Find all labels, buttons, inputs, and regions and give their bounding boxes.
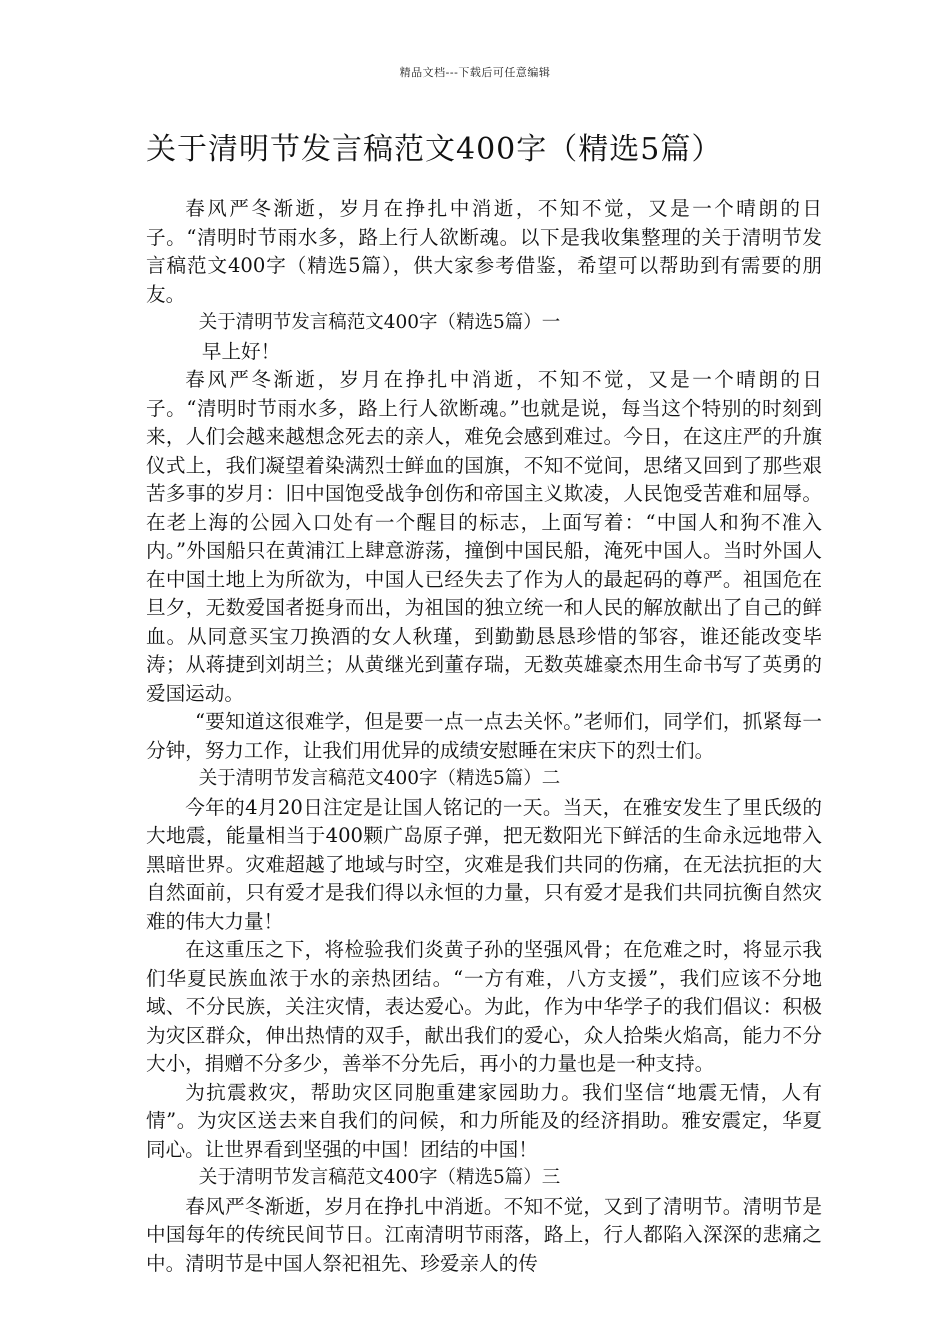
section-1-paragraph-2: “要知道这很难学，但是要一点一点去关怀。”老师们，同学们，抓紧每一分钟，努力工作，让我们用优异的成绩安慰睡在宋庆下的烈士们。 bbox=[146, 710, 822, 762]
page-title: 关于清明节发言稿范文400字（精选5篇） bbox=[146, 132, 723, 167]
section-1-paragraph-1: 春风严冬渐逝，岁月在挣扎中消逝，不知不觉，又是一个晴朗的日子。“清明时节雨水多，路上行人欲断魂。”也就是说，每当这个特别的时刻到来，人们会越来越想念死去的亲人，难免会感到难过。今日，在这庄严的升旗仪式上，我们凝望着染满烈士鲜血的国旗，不知不觉间，思绪又回到了那些艰苦多事的岁月：旧中国饱受战争创伤和帝国主义欺凌，人民饱受苦难和屈辱。在老上海的公园入口处有一个醒目的标志，上面写着：“中国人和狗不准入内。”外国船只在黄浦江上肆意游荡，撞倒中国民船，淹死中国人。当时外国人在中国土地上为所欲为，中国人已经失去了作为人的最起码的尊严。祖国危在旦夕，无数爱国者挺身而出，为祖国的独立统一和人民的解放献出了自己的鲜血。从同意买宝刀换酒的女人秋瑾，到勤勤恳恳珍惜的邹容，谁还能改变毕涛；从蒋捷到刘胡兰；从黄继光到董存瑞，无数英雄豪杰用生命书写了英勇的爱国运动。 bbox=[146, 368, 822, 705]
intro-paragraph: 春风严冬渐逝，岁月在挣扎中消逝，不知不觉，又是一个晴朗的日子。“清明时节雨水多，路上行人欲断魂。以下是我收集整理的关于清明节发言稿范文400字（精选5篇），供大家参考借鉴，希望可以帮助到有需要的朋友。 bbox=[146, 197, 822, 306]
section-2-paragraph-1: 今年的4月20日注定是让国人铭记的一天。当天，在雅安发生了里氏级的大地震，能量相当于400颗广岛原子弹，把无数阳光下鲜活的生命永远地带入黑暗世界。灾难超越了地域与时空，灾难是我们共同的伤痛，在无法抗拒的大自然面前，只有爱才是我们得以永恒的力量，只有爱才是我们共同抗衡自然灾难的伟大力量！ bbox=[146, 795, 822, 933]
section-2-paragraph-2: 在这重压之下，将检验我们炎黄子孙的坚强风骨；在危难之时，将显示我们华夏民族血浓于水的亲热团结。“一方有难，八方支援”，我们应该不分地域、不分民族，关注灾情，表达爱心。为此，作为中华学子的我们倡议：积极为灾区群众，伸出热情的双手，献出我们的爱心，众人拾柴火焰高，能力不分大小，捐赠不分多少，善举不分先后，再小的力量也是一种支持。 bbox=[146, 938, 822, 1075]
page-header-note: 精品文档---下载后可任意编辑 bbox=[399, 66, 551, 79]
section-1-heading: 关于清明节发言稿范文400字（精选5篇）一 bbox=[198, 312, 561, 333]
section-2-heading: 关于清明节发言稿范文400字（精选5篇）二 bbox=[198, 768, 561, 789]
document-body bbox=[146, 195, 822, 1278]
section-2-paragraph-3: 为抗震救灾，帮助灾区同胞重建家园助力。我们坚信“地震无情，人有情”。为灾区送去来自我们的问候，和力所能及的经济捐助。雅安震定，华夏同心。让世界看到坚强的中国！团结的中国！ bbox=[146, 1080, 822, 1161]
section-3-paragraph-1: 春风严冬渐逝，岁月在挣扎中消逝。不知不觉，又到了清明节。清明节是中国每年的传统民间节日。江南清明节雨落，路上，行人都陷入深深的悲痛之中。清明节是中国人祭祀祖先、珍爱亲人的传 bbox=[146, 1194, 822, 1275]
section-1-greeting: 早上好！ bbox=[201, 339, 281, 363]
section-3-heading: 关于清明节发言稿范文400字（精选5篇）三 bbox=[198, 1167, 561, 1188]
